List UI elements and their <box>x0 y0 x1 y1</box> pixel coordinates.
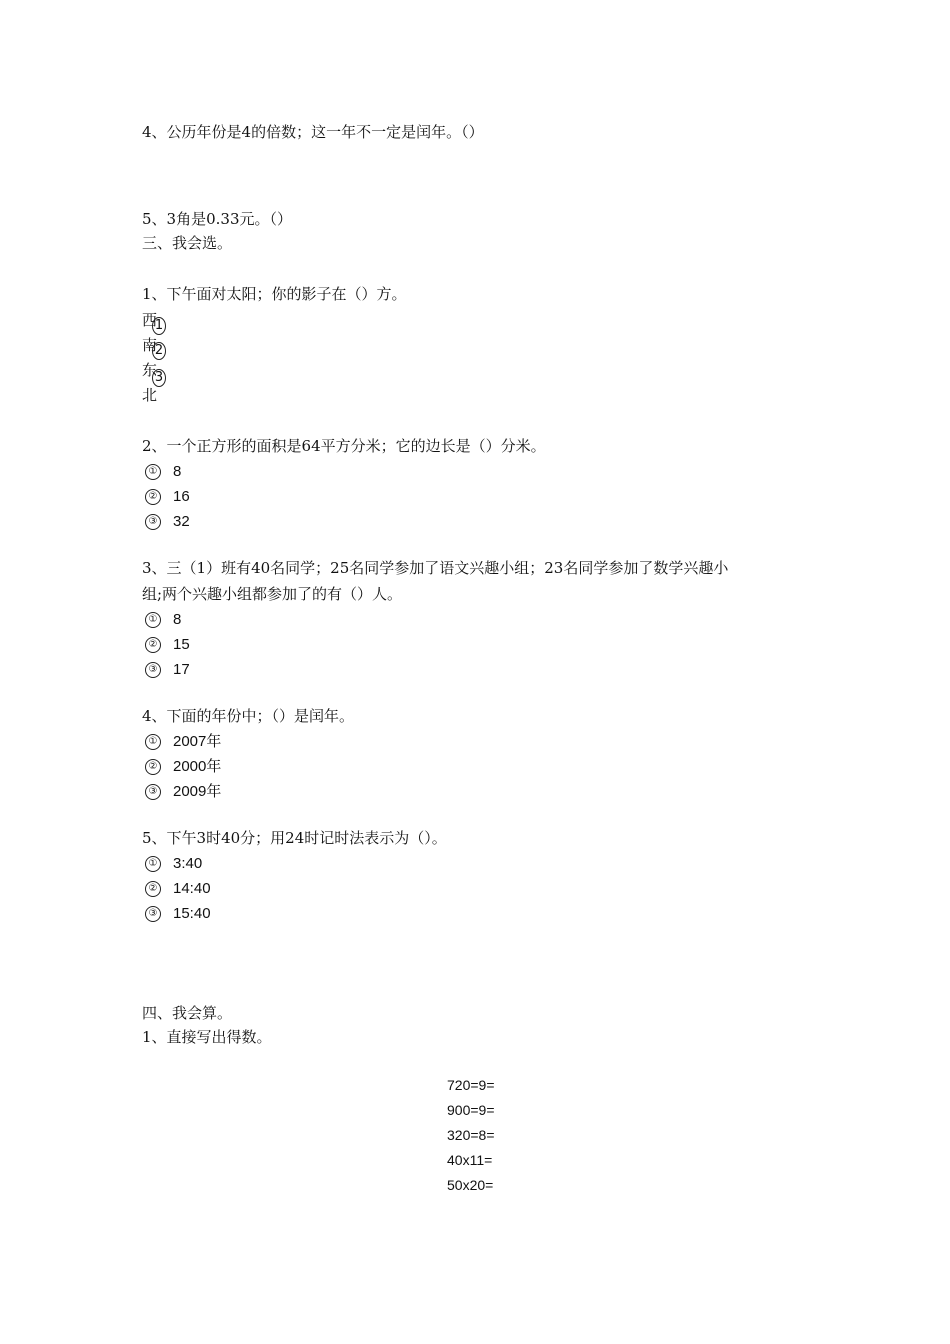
option-mark: ① <box>145 464 161 480</box>
option-mark-1: 1 <box>152 317 166 335</box>
option-value: 2009年 <box>173 783 222 801</box>
option-value: 2007年 <box>173 733 222 751</box>
option-row <box>145 732 221 752</box>
tf-question-5: 5、3角是0.33元。（） <box>142 210 292 228</box>
direction-option-south: 南 <box>142 336 158 354</box>
option-row <box>145 635 190 655</box>
option-row <box>145 879 211 899</box>
option-mark-3: 3 <box>152 369 166 387</box>
option-value: 8 <box>173 611 182 629</box>
calc-problem: 900=9= <box>447 1102 495 1118</box>
option-row <box>145 757 221 777</box>
option-mark: ② <box>145 489 161 505</box>
direction-option-east: 东 <box>142 361 158 379</box>
calc-problem: 50x20= <box>447 1177 494 1193</box>
choice-question-2: 2、一个正方形的面积是64平方分米；它的边长是（）分米。 <box>142 437 546 455</box>
option-mark: ② <box>145 759 161 775</box>
calc-problem: 40x11= <box>447 1152 493 1168</box>
calc-question-1: 1、直接写出得数。 <box>142 1028 272 1046</box>
option-value: 17 <box>173 661 190 679</box>
option-mark: ③ <box>145 784 161 800</box>
option-value: 2000年 <box>173 758 222 776</box>
choice-question-4: 4、下面的年份中；（）是闰年。 <box>142 707 355 725</box>
option-mark: ② <box>145 881 161 897</box>
option-row <box>145 610 181 630</box>
option-value: 32 <box>173 513 190 531</box>
option-row <box>145 512 190 532</box>
choice-question-1: 1、下午面对太阳；你的影子在（）方。 <box>142 285 407 303</box>
choice-question-3-line-1: 3、三（1）班有40名同学；25名同学参加了语文兴趣小组；23名同学参加了数学兴趣小 <box>142 559 729 577</box>
section-4-title: 四、我会算。 <box>142 1004 233 1022</box>
option-mark: ① <box>145 612 161 628</box>
option-mark: ③ <box>145 514 161 530</box>
option-row <box>145 782 221 802</box>
option-mark: ③ <box>145 662 161 678</box>
option-mark: ② <box>145 637 161 653</box>
direction-option-north: 北 <box>142 386 158 404</box>
option-mark-2: 2 <box>152 342 166 360</box>
choice-question-5: 5、下午3时40分；用24时记时法表示为（）。 <box>142 829 447 847</box>
option-mark: ③ <box>145 906 161 922</box>
section-3-title: 三、我会选。 <box>142 234 233 252</box>
option-value: 15 <box>173 636 190 654</box>
option-value: 15:40 <box>173 905 211 923</box>
option-row <box>145 487 190 507</box>
calc-problem: 720=9= <box>447 1077 495 1093</box>
option-mark: ① <box>145 856 161 872</box>
option-value: 8 <box>173 463 182 481</box>
option-value: 3:40 <box>173 855 203 873</box>
option-row <box>145 854 202 874</box>
choice-question-3-line-2: 组;两个兴趣小组都参加了的有（）人。 <box>142 585 403 603</box>
calc-problem: 320=8= <box>447 1127 495 1143</box>
option-row <box>145 462 181 482</box>
direction-option-west: 西 <box>142 311 158 329</box>
tf-question-4: 4、公历年份是4的倍数；这一年不一定是闰年。（） <box>142 123 484 141</box>
option-value: 14:40 <box>173 880 211 898</box>
option-row <box>145 904 211 924</box>
option-mark: ① <box>145 734 161 750</box>
option-row <box>145 660 190 680</box>
option-value: 16 <box>173 488 190 506</box>
